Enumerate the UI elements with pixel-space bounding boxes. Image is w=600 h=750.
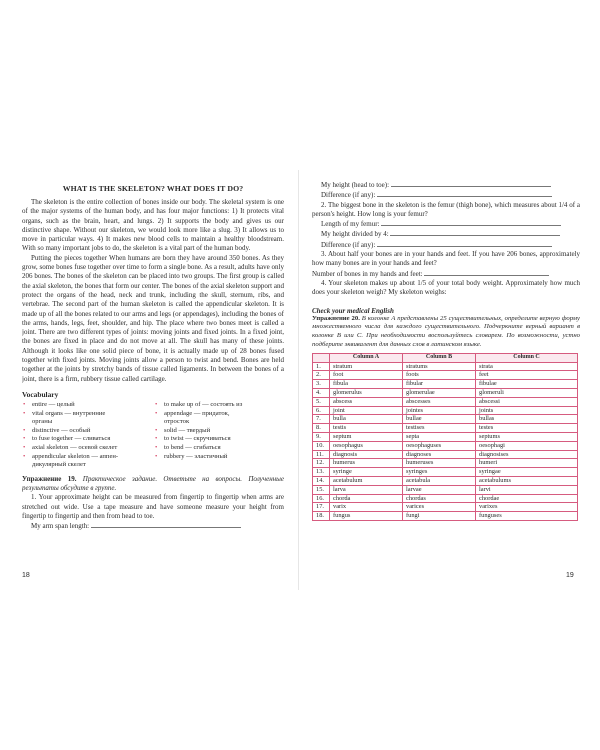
- femur-blank[interactable]: [381, 219, 561, 226]
- vocabulary-item: • to bend — сгибаться: [154, 444, 242, 453]
- row-number: 9.: [313, 432, 330, 441]
- table-header-row: [313, 353, 578, 362]
- table-row: [313, 424, 578, 433]
- word-cell[interactable]: chordae: [476, 494, 578, 503]
- row-number: 13.: [313, 468, 330, 477]
- word-cell[interactable]: oesophaguses: [403, 441, 476, 450]
- exercise-19-instruction: Практическое задание. Ответьте на вопросы. Полученные результаты обсудите в группе.: [22, 474, 284, 492]
- row-number: 11.: [313, 450, 330, 459]
- table-row: [313, 388, 578, 397]
- vocabulary-item: • to make up of — состоять из: [154, 401, 242, 410]
- vocabulary-heading: Vocabulary: [22, 389, 59, 399]
- height-divided-row: [312, 229, 580, 239]
- exercise-19: [22, 475, 284, 494]
- femur-row: [312, 219, 580, 229]
- question-3: 3. About half your bones are in your hands and feet. If you have 206 bones, approximately how many bones are in your hands and feet?: [312, 250, 580, 268]
- word-cell[interactable]: varix: [330, 503, 403, 512]
- word-cell[interactable]: testes: [476, 424, 578, 433]
- difference-label-2: Difference (if any):: [321, 240, 376, 249]
- vocabulary-item: дикулярный скелет: [32, 461, 86, 469]
- word-cell[interactable]: feet: [476, 371, 578, 380]
- intro-paragraph: The skeleton is the entire collection of bones inside our body. The skeletal system is one of the major systems of the human body, and has four major functions: 1) It protects vital organs, such as the brain, heart, and lungs. 2) It supports the body and gives us our distinctive shape. Without our skeleton, we would look more like a slug. 3) It allows us to move in particular ways. 4) It makes new blood cells to maintain a healthy bloodstream. With so many important jobs to do, the skeleton is a vital part of the human body.: [22, 198, 284, 253]
- height-divided-label: My height divided by 4:: [321, 230, 389, 239]
- article-title: WHAT IS THE SKELETON? WHAT DOES IT DO?: [62, 184, 244, 193]
- plural-forms-table: [312, 353, 578, 521]
- exercise-20-label: Упражнение 20.: [312, 314, 360, 322]
- table-row: [313, 468, 578, 477]
- word-cell[interactable]: larvi: [476, 485, 578, 494]
- table-row: [313, 406, 578, 415]
- table-row: [313, 371, 578, 380]
- table-header-cell: Column C: [476, 353, 578, 362]
- word-cell[interactable]: foots: [403, 371, 476, 380]
- table-body: [313, 362, 578, 520]
- exercise-20: [312, 315, 580, 350]
- row-number: 18.: [313, 512, 330, 521]
- hands-feet-label: Number of bones in my hands and feet:: [312, 269, 423, 278]
- difference-blank-1[interactable]: [377, 190, 552, 197]
- word-cell[interactable]: strata: [476, 362, 578, 371]
- word-cell[interactable]: testises: [403, 424, 476, 433]
- difference-blank-2[interactable]: [377, 240, 552, 247]
- table-row: [313, 432, 578, 441]
- word-cell[interactable]: diagnosis: [330, 450, 403, 459]
- word-cell[interactable]: stratum: [330, 362, 403, 371]
- row-number: 17.: [313, 503, 330, 512]
- vocabulary-item: • appendicular skeleton — аппен-: [22, 453, 154, 462]
- height-row: [312, 180, 580, 190]
- vocabulary-item: • distinctive — особый: [22, 427, 154, 436]
- height-blank[interactable]: [391, 180, 551, 187]
- exercise-20-instruction: В колонке А представлены 25 существительных, определите верную форму множественного числа для каждого существительного. Подчеркните верный вариант в колонке В или С. При необходимости воспользуйтесь словарем. По возможности, устно подберите эквивалент для данных слов в латинском языке.: [312, 314, 580, 348]
- arm-span-label: My arm span length:: [31, 522, 90, 531]
- table-row: [313, 494, 578, 503]
- word-cell[interactable]: humeruses: [403, 459, 476, 468]
- vocabulary-item: • rubbery — эластичный: [154, 453, 242, 462]
- word-cell[interactable]: testis: [330, 424, 403, 433]
- word-cell[interactable]: diagnoses: [403, 450, 476, 459]
- row-number: 16.: [313, 494, 330, 503]
- row-number: 14.: [313, 476, 330, 485]
- section-title: Check your medical English: [312, 306, 394, 315]
- word-cell[interactable]: humeri: [476, 459, 578, 468]
- table-row: [313, 441, 578, 450]
- word-cell[interactable]: fibula: [330, 380, 403, 389]
- row-number: 15.: [313, 485, 330, 494]
- vocabulary-item: • vital organs — внутренние: [22, 410, 154, 419]
- femur-label: Length of my femur:: [321, 220, 380, 229]
- word-cell[interactable]: oesophagi: [476, 441, 578, 450]
- difference-label-1: Difference (if any):: [321, 191, 376, 200]
- word-cell[interactable]: fungus: [330, 512, 403, 521]
- row-number: 10.: [313, 441, 330, 450]
- word-cell[interactable]: jointes: [403, 406, 476, 415]
- word-cell[interactable]: oesophagus: [330, 441, 403, 450]
- exercise-19-label: Упражнение 19.: [22, 474, 77, 483]
- left-page: [22, 180, 284, 580]
- page-number-left: 18: [22, 572, 30, 579]
- word-cell[interactable]: chordas: [403, 494, 476, 503]
- vocabulary-item: органы: [32, 418, 53, 426]
- arm-span-row: [22, 521, 284, 531]
- word-cell[interactable]: septums: [476, 432, 578, 441]
- row-number: 6.: [313, 406, 330, 415]
- table-header-cell: [313, 353, 330, 362]
- word-cell[interactable]: acetabula: [403, 476, 476, 485]
- table-header-cell: Column B: [403, 353, 476, 362]
- row-number: 12.: [313, 459, 330, 468]
- word-cell[interactable]: fungi: [403, 512, 476, 521]
- word-cell[interactable]: foot: [330, 371, 403, 380]
- vocabulary-item: • solid — твердый: [154, 427, 242, 436]
- word-cell[interactable]: syringae: [476, 468, 578, 477]
- word-cell[interactable]: fibulae: [476, 380, 578, 389]
- row-number: 1.: [313, 362, 330, 371]
- vocabulary-item: • to twist — скручиваться: [154, 435, 242, 444]
- table-row: [313, 476, 578, 485]
- word-cell[interactable]: septa: [403, 432, 476, 441]
- word-cell[interactable]: bulla: [330, 415, 403, 424]
- right-page: [312, 180, 580, 580]
- table-row: [313, 512, 578, 521]
- difference-row-2: [312, 240, 580, 250]
- body-paragraph: Putting the pieces together When humans are born they have around 350 bones. As they grow, some bones fuse together over time to form a single bone. As a result, adults have only 206 bones. The bones of the skeleton can be placed into two groups. The first group is called the axial skeleton, the bones that form our center. The bones of the axial skeleton support and protect the organs of the head, neck and trunk, including the skull, sternum, ribs, and vertebrae. The second part of the human skeleton is called the appendicular skeleton. It is made up of all the bones related to our arms and legs (or appendages), including the bones of the arms, hands, legs, feet, shoulder, and hip. The place where two bones meet is called a joint. There are two different types of joints: moving joints and fixed joints. In a fixed joint, the bones are fixed in place and do not move at all. The skull has many of these joints. Although it looks like one solid piece of bone, it is actually made up of 28 bones fused together with fixed joints. Moving joints allow a person to twist and bend. Bones are held together at the joints by stretchy bands of tissue called ligaments. In between the bones of a joint, there is a firm, rubbery tissue called cartilage.: [22, 253, 284, 383]
- height-divided-blank[interactable]: [390, 229, 560, 236]
- word-cell[interactable]: syringe: [330, 468, 403, 477]
- height-label: My height (head to toe):: [321, 181, 390, 189]
- table-header-cell: Column A: [330, 353, 403, 362]
- row-number: 8.: [313, 424, 330, 433]
- exercise-19-question-1: 1. Your approximate height can be measured from fingertip to fingertip when arms are stretched out wide. Use a tape measure and have someone measure your height from fingertip to fingertip and then from head to toe.: [22, 493, 284, 520]
- word-cell[interactable]: abscessi: [476, 397, 578, 406]
- row-number: 7.: [313, 415, 330, 424]
- vocabulary-item: • to fuse together — сливаться: [22, 435, 154, 444]
- table-row: [313, 415, 578, 424]
- hands-feet-row: [312, 269, 580, 279]
- word-cell[interactable]: joint: [330, 406, 403, 415]
- word-cell[interactable]: varices: [403, 503, 476, 512]
- vocabulary-item: • appendage — придаток,: [154, 410, 242, 419]
- table-row: [313, 503, 578, 512]
- word-cell[interactable]: chorda: [330, 494, 403, 503]
- word-cell[interactable]: diagnosises: [476, 450, 578, 459]
- word-cell[interactable]: glomerulae: [403, 388, 476, 397]
- word-cell[interactable]: glomeruli: [476, 388, 578, 397]
- table-row: [313, 485, 578, 494]
- vocabulary-item: • entire — целый: [22, 401, 154, 410]
- vocabulary-item: • axial skeleton — осевой скелет: [22, 444, 154, 453]
- word-cell[interactable]: acetabulum: [330, 476, 403, 485]
- word-cell[interactable]: larva: [330, 485, 403, 494]
- word-cell[interactable]: syringes: [403, 468, 476, 477]
- row-number: 5.: [313, 397, 330, 406]
- arm-span-blank[interactable]: [91, 521, 241, 528]
- table-row: [313, 380, 578, 389]
- difference-row-1: [312, 190, 580, 200]
- vocabulary-item: отросток: [164, 418, 190, 426]
- vocabulary-column-1: [22, 401, 154, 470]
- word-cell[interactable]: abscesses: [403, 397, 476, 406]
- table-row: [313, 459, 578, 468]
- page-gutter: [298, 170, 299, 590]
- vocabulary-column-2: [154, 401, 242, 470]
- row-number: 2.: [313, 371, 330, 380]
- table-row: [313, 397, 578, 406]
- word-cell[interactable]: funguses: [476, 512, 578, 521]
- row-number: 3.: [313, 380, 330, 389]
- word-cell[interactable]: abscess: [330, 397, 403, 406]
- question-2: 2. The biggest bone in the skeleton is the femur (thigh bone), which measures about 1/4 of a person's height. How long is your femur?: [312, 200, 580, 218]
- table-row: [313, 362, 578, 371]
- word-cell[interactable]: stratums: [403, 362, 476, 371]
- word-cell[interactable]: joints: [476, 406, 578, 415]
- word-cell[interactable]: varixes: [476, 503, 578, 512]
- word-cell[interactable]: glomerulus: [330, 388, 403, 397]
- question-4: 4. Your skeleton makes up about 1/5 of your total body weight. Approximately how much does your skeleton weigh? My skeleton weighs:: [312, 278, 580, 297]
- word-cell[interactable]: bullas: [476, 415, 578, 424]
- row-number: 4.: [313, 388, 330, 397]
- page-number-right: 19: [566, 572, 574, 579]
- word-cell[interactable]: acetabulums: [476, 476, 578, 485]
- word-cell[interactable]: bullae: [403, 415, 476, 424]
- word-cell[interactable]: humerus: [330, 459, 403, 468]
- word-cell[interactable]: larvae: [403, 485, 476, 494]
- table-row: [313, 450, 578, 459]
- word-cell[interactable]: fibular: [403, 380, 476, 389]
- vocabulary-list: [22, 401, 284, 470]
- word-cell[interactable]: septum: [330, 432, 403, 441]
- hands-feet-blank[interactable]: [424, 269, 549, 276]
